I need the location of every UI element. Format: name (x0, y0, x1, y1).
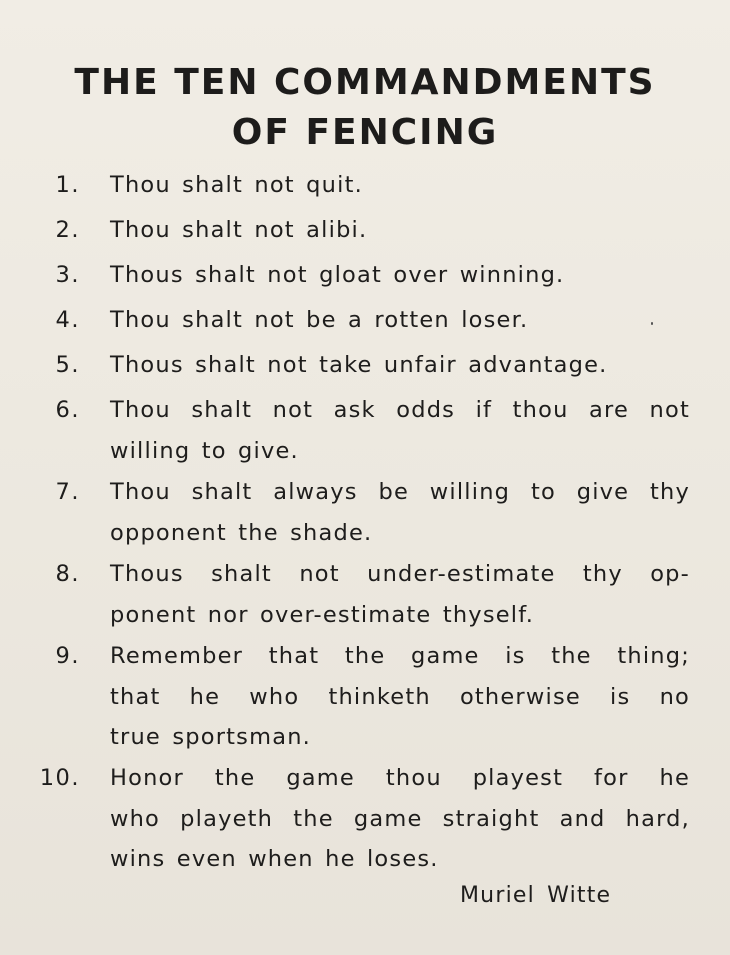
commandment-text-line: who playeth the game straight and hard, (110, 805, 690, 832)
commandment-text (110, 472, 690, 553)
commandment-text-line: opponent the shade. (110, 519, 373, 546)
commandment-text-line: Thous shalt not take unfair advantage. (110, 352, 608, 378)
commandment-text-line: Thou shalt not alibi. (110, 217, 368, 243)
commandment-number: 6. (55, 397, 80, 423)
commandment-text-line: ponent nor over-estimate thyself. (110, 601, 535, 628)
commandment-text (110, 210, 690, 251)
commandment-number: 1. (55, 172, 80, 198)
commandment-text (110, 255, 690, 296)
commandment-text (110, 300, 690, 341)
commandment-text (110, 758, 690, 880)
commandment-text-line: willing to give. (110, 437, 299, 464)
commandment-number: 2. (55, 217, 80, 243)
commandment-number: 3. (55, 262, 80, 288)
commandment-text-line: Thou shalt always be willing to give thy (110, 479, 690, 505)
commandment-number: 5. (55, 352, 80, 378)
commandment-text-line: Thou shalt not be a rotten loser. (110, 307, 529, 333)
commandment-text-line: Thou shalt not quit. (110, 172, 363, 198)
commandment-text (110, 636, 690, 758)
commandment-number: 8. (55, 561, 80, 587)
commandment-text-line: that he who thinketh otherwise is no (110, 683, 690, 710)
commandment-text-line: Thou shalt not ask odds if thou are not (110, 397, 690, 423)
title-line-1: THE TEN COMMANDMENTS (74, 62, 656, 104)
signature: Muriel Witte (460, 883, 612, 908)
commandment-text (110, 554, 690, 635)
commandment-number: 10. (39, 765, 80, 791)
print-speck (651, 322, 653, 325)
commandment-text-line: true sportsman. (110, 724, 312, 750)
title-line-2: OF FENCING (231, 112, 499, 154)
commandment-number: 7. (55, 479, 80, 505)
commandment-text-line: Honor the game thou playest for he (110, 765, 690, 791)
commandment-text (110, 165, 690, 206)
commandment-text-line: Thous shalt not gloat over winning. (110, 262, 565, 288)
commandment-text-line: wins even when he loses. (110, 846, 439, 872)
commandment-text-line: Remember that the game is the thing; (110, 643, 690, 669)
commandment-number: 9. (55, 643, 80, 669)
commandment-number: 4. (55, 307, 80, 333)
commandment-text-line: Thous shalt not under-estimate thy op- (110, 561, 690, 587)
commandment-text (110, 390, 690, 471)
commandment-text (110, 345, 690, 386)
